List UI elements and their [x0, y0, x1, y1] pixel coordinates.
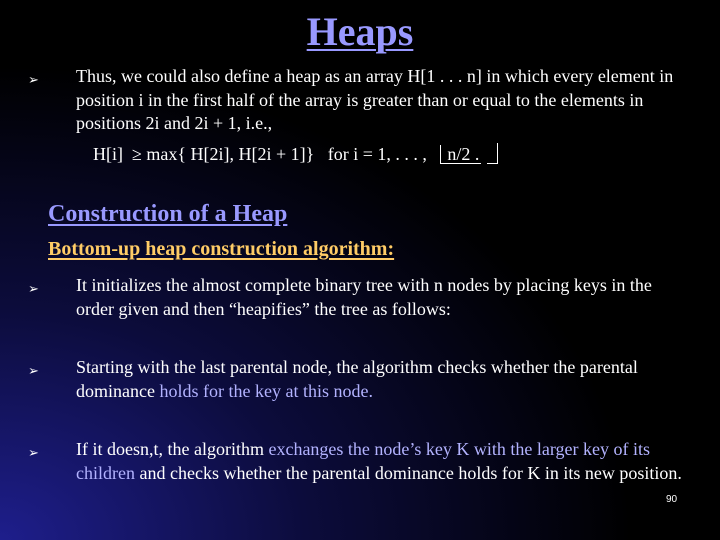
subheading: Bottom-up heap construction algorithm: — [48, 238, 395, 260]
section-heading: Construction of a Heap — [48, 201, 288, 227]
bullet-3-text: If it doesn,t, the algorithm exchanges the node’s key K with the larger key of its children and checks whether the parental dominance holds for K in its new position. — [76, 439, 682, 483]
arrowhead-bullet-icon: ➢ — [28, 73, 39, 88]
heap-formula — [93, 143, 498, 165]
page-number: 90 — [666, 494, 678, 505]
floor-bracket-right — [487, 143, 498, 164]
formula-end: . — [474, 144, 480, 164]
arrowhead-bullet-icon: ➢ — [28, 364, 39, 379]
bullet-2 — [28, 356, 688, 403]
bullet-3 — [28, 438, 688, 485]
bullet-1-text: It initializes the almost complete binary tree with n nodes by placing keys in the order given and then “heapifies” the tree as follows: — [76, 275, 652, 319]
slide-title: Heaps — [306, 9, 414, 54]
formula-main: H[i] ≥ max{ H[2i], H[2i + 1]} for i = 1, . . . , — [93, 144, 427, 164]
arrowhead-bullet-icon: ➢ — [28, 446, 39, 461]
arrowhead-bullet-icon: ➢ — [28, 282, 39, 297]
intro-bullet — [28, 65, 688, 136]
bullet-2-text: Starting with the last parental node, the algorithm checks whether the parental dominance holds for the key at this node. — [76, 357, 638, 401]
floor-expression: n/2 . — [440, 145, 481, 164]
bullet-1 — [28, 274, 688, 321]
intro-text: Thus, we could also define a heap as an array H[1 . . . n] in which every element in position i in the first half of the array is greater than or equal to the elements in positions 2i and 2i + 1, i.e., — [76, 66, 674, 133]
